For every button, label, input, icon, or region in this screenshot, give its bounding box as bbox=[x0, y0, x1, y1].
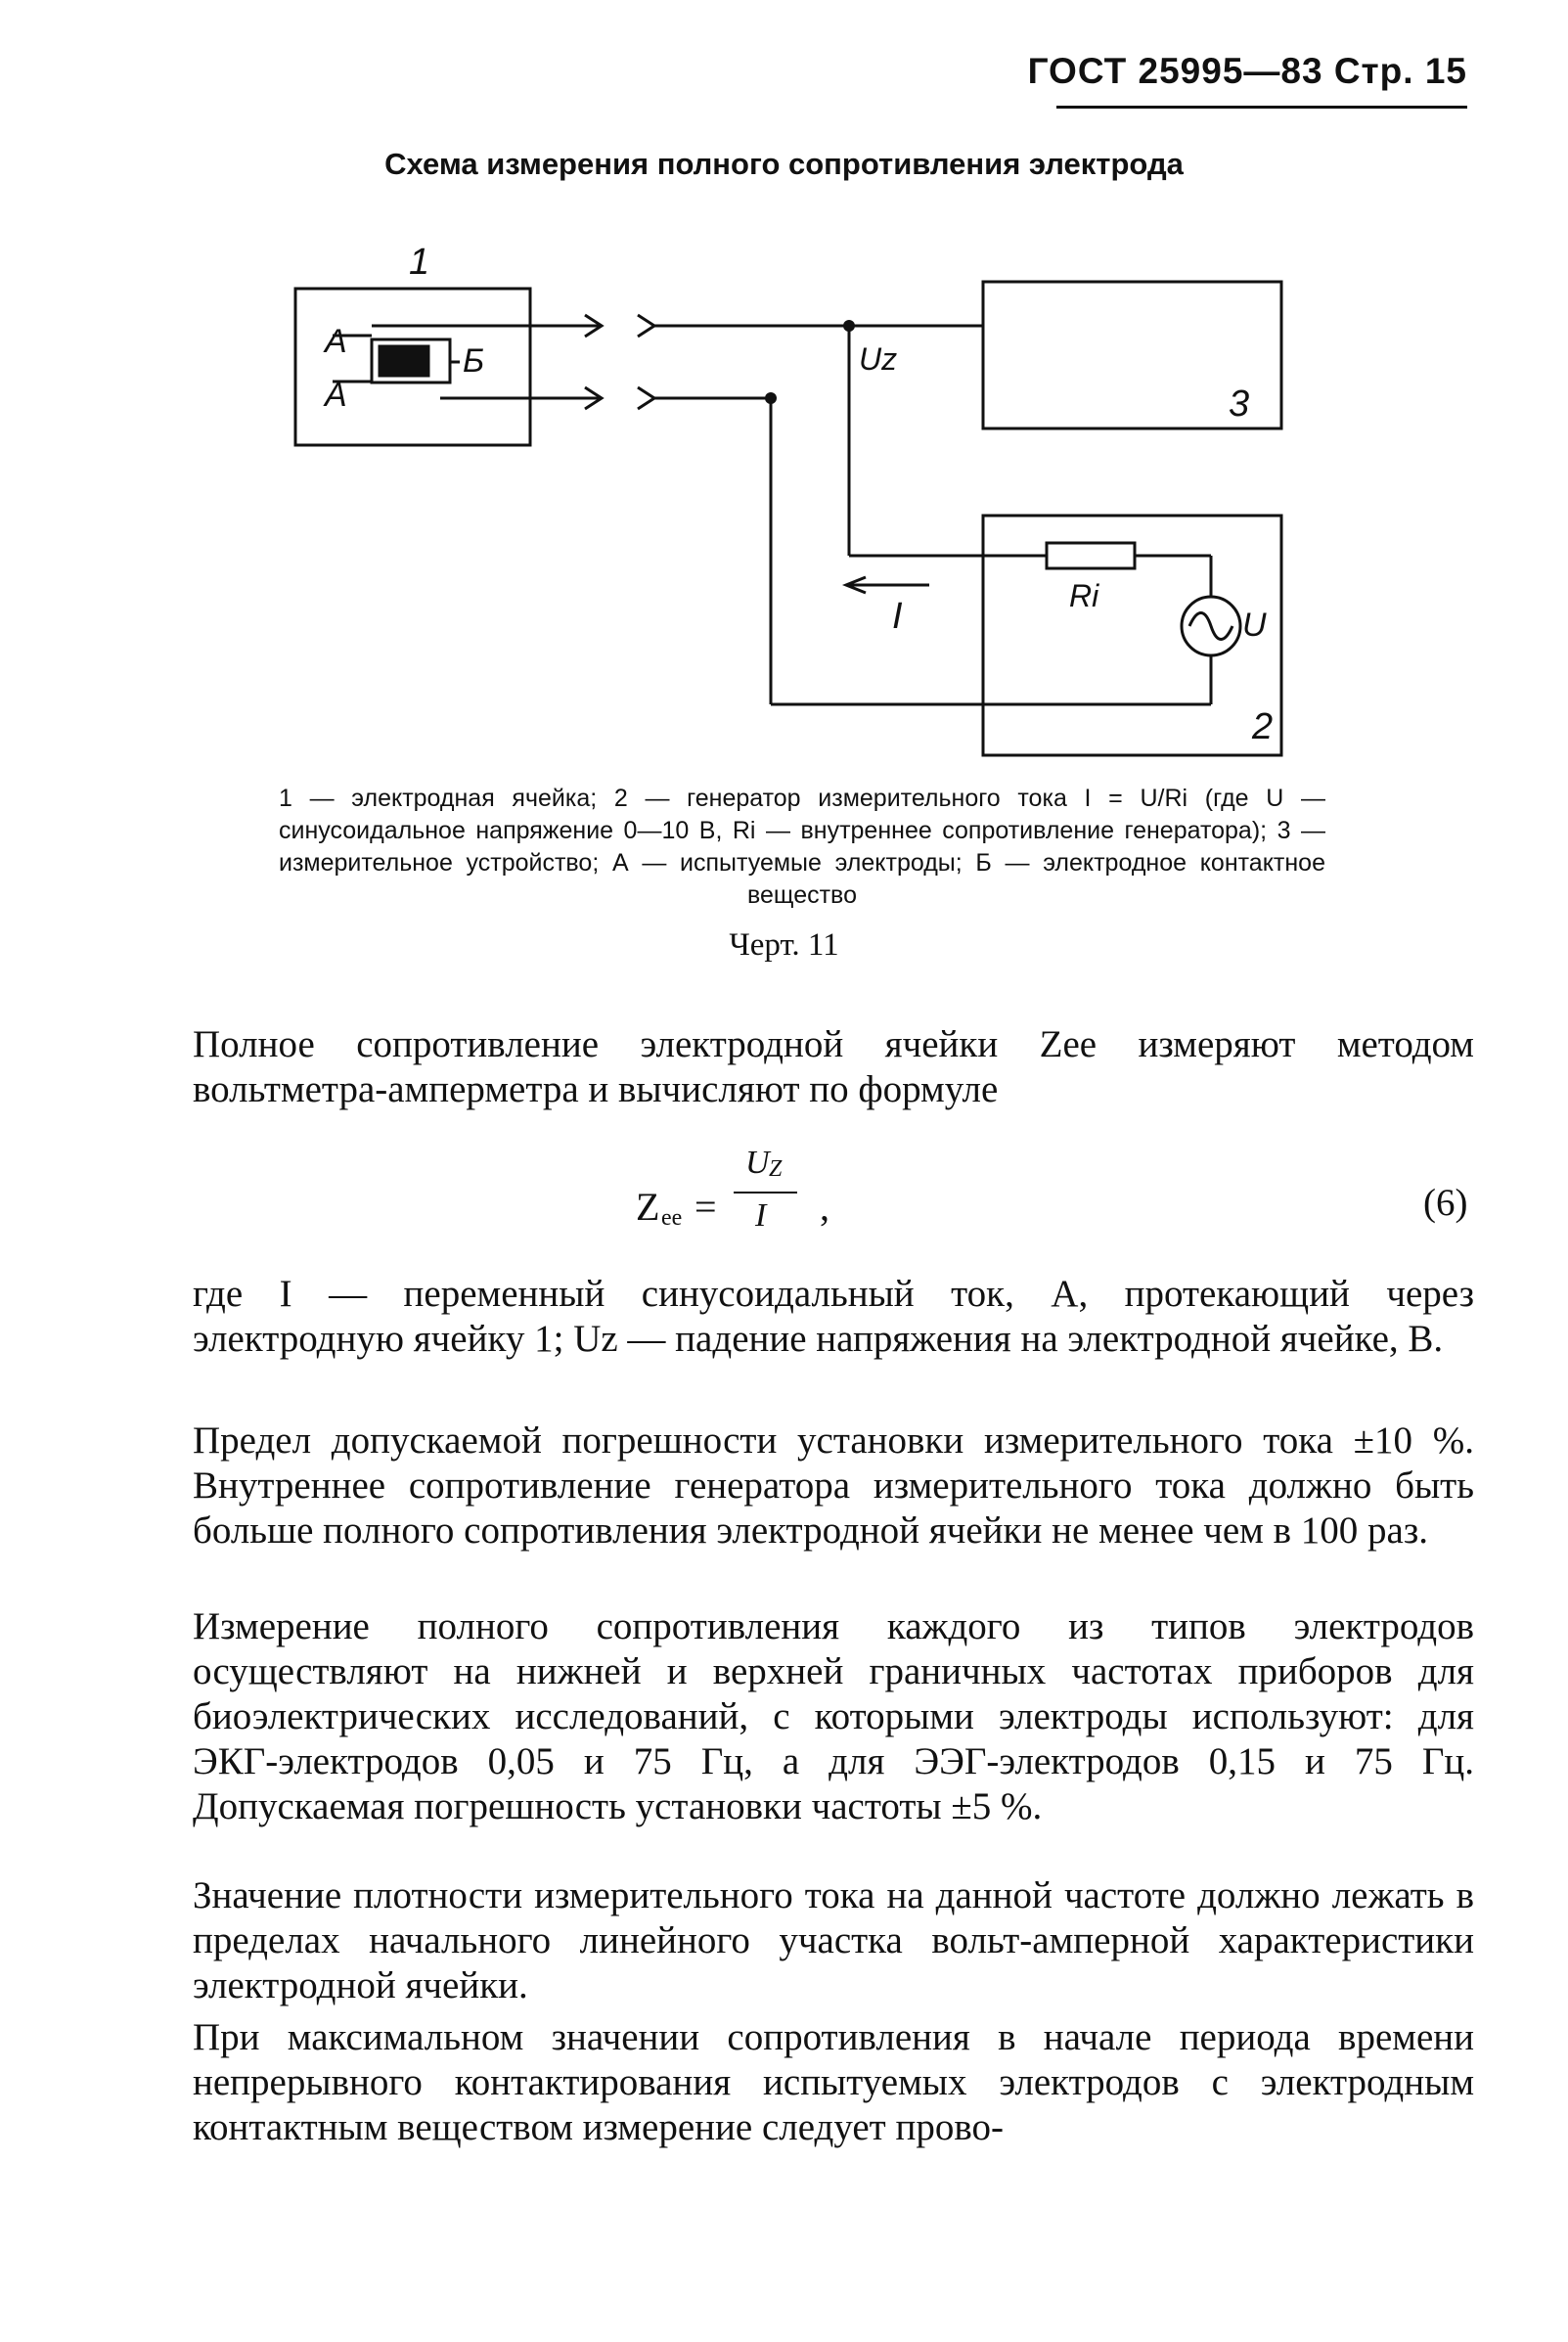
formula-numerator: U bbox=[745, 1145, 770, 1181]
figure-caption: 1 — электродная ячейка; 2 — генератор измерительного тока I = U/Ri (где U — синусоидальное напряжение 0—10 В, Ri — внутреннее сопротивление генератора); 3 — измерительное устройство; А — испытуемые электроды; Б — электродное контактное вещество bbox=[279, 785, 1325, 909]
formula-numerator-sub: Z bbox=[769, 1156, 783, 1182]
label-current-i: I bbox=[892, 596, 903, 637]
label-ri: Ri bbox=[1069, 578, 1099, 613]
label-block-3: 3 bbox=[1229, 383, 1250, 425]
formula-lhs-sub: ee bbox=[661, 1205, 683, 1231]
label-u: U bbox=[1242, 607, 1267, 644]
paragraph-5: Значение плотности измерительного тока на данной частоте должно лежать в пределах начального линейного участка вольт-амперной характеристики электродной ячейки. bbox=[193, 1874, 1474, 2006]
label-uz: Uz bbox=[859, 341, 898, 377]
paragraph-6: При максимальном значении сопротивления в начале периода времени непрерывного контактирования испытуемых электродов с электродным контактным веществом измерение следует прово- bbox=[193, 2016, 1474, 2148]
label-block-1: 1 bbox=[409, 242, 430, 283]
formula-number: (6) bbox=[1423, 1182, 1468, 1224]
contact-substance bbox=[380, 346, 428, 376]
figure-label: Черт. 11 bbox=[729, 927, 839, 963]
paragraph-4: Измерение полного сопротивления каждого из типов электродов осуществляют на нижней и верхней граничных частотах приборов для биоэлектрических исследований, с которыми электроды используют: для ЭКГ-электродов 0,05 и 75 Гц, а для ЭЭГ-электродов 0,15 и 75 Гц. Допускаемая погрешность установки частоты ±5 %. bbox=[193, 1605, 1474, 1827]
resistor-ri bbox=[1047, 543, 1135, 568]
fraction-bar bbox=[734, 1192, 797, 1194]
block-2-generator bbox=[983, 516, 1281, 755]
label-substance-b: Б bbox=[463, 342, 485, 380]
formula-denominator: I bbox=[755, 1197, 767, 1234]
formula-lhs: Z bbox=[636, 1185, 660, 1229]
page-header: ГОСТ 25995—83 Стр. 15 bbox=[1027, 51, 1467, 91]
header-rule bbox=[1056, 106, 1467, 109]
circuit-diagram bbox=[0, 225, 1568, 763]
figure-title: Схема измерения полного сопротивления электрода bbox=[384, 147, 1184, 181]
paragraph-1: Полное сопротивление электродной ячейки Zee измеряют методом вольтметра-амперметра и вычисляют по формуле bbox=[193, 1023, 1474, 1110]
paragraph-3: Предел допускаемой погрешности установки измерительного тока ±10 %. Внутреннее сопротивление генератора измерительного тока должно быть больше полного сопротивления электродной ячейки не менее чем в 100 раз. bbox=[193, 1419, 1474, 1552]
paragraph-2: где I — переменный синусоидальный ток, А, протекающий через электродную ячейку 1; Uz — падение напряжения на электродной ячейке, В. bbox=[193, 1273, 1474, 1360]
label-electrode-a-bottom: А bbox=[325, 377, 347, 414]
label-block-2: 2 bbox=[1252, 706, 1274, 747]
label-electrode-a-top: А bbox=[325, 323, 347, 360]
